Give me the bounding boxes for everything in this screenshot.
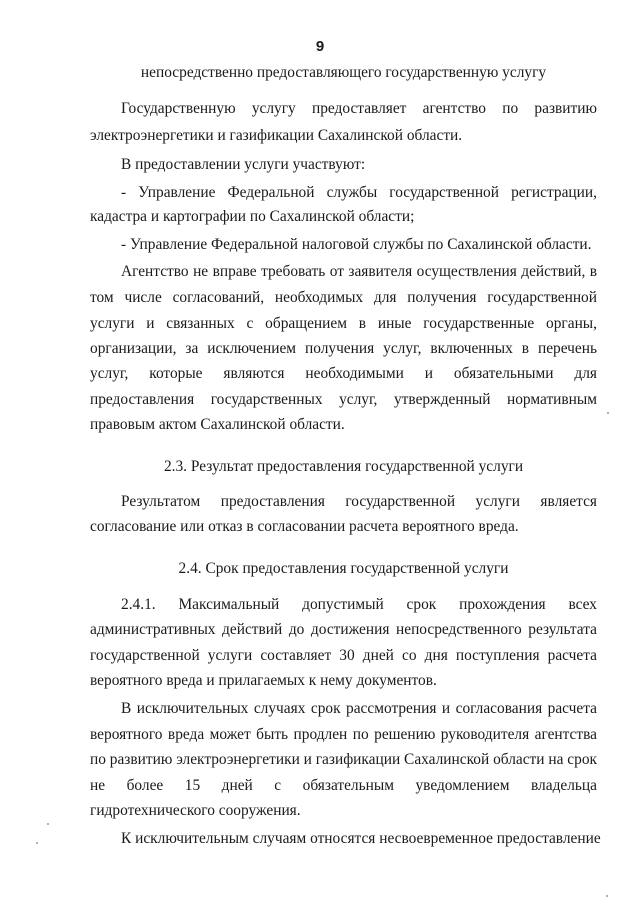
text-line: правовым актом Сахалинской области. — [90, 416, 345, 433]
text-line: К исключительным случаям относятся несвоевременное предоставление — [121, 830, 601, 847]
text-line: том числе согласований, необходимых для получения государственной — [90, 289, 597, 306]
text-line: Агентство не вправе требовать от заявителя осуществления действий, в — [121, 263, 597, 280]
text-line: Результатом предоставления государственной услуги является — [121, 493, 597, 510]
text-line: государственной услуги составляет 30 дней со дня поступления расчета — [90, 647, 597, 664]
text-line: непосредственно предоставляющего государственную услугу — [140, 64, 547, 81]
text-line: - Управление Федеральной налоговой службы по Сахалинской области. — [121, 236, 592, 253]
text-line: административных действий до достижения непосредственного результата — [90, 621, 597, 638]
text-line: кадастра и картографии по Сахалинской области; — [90, 208, 415, 225]
page-number: 9 — [315, 38, 325, 55]
text-line: гидротехнического сооружения. — [90, 802, 301, 819]
text-line: В исключительных случаях срок рассмотрения и согласования расчета — [121, 700, 597, 717]
text-line: не более 15 дней с обязательным уведомлением владельца — [90, 777, 597, 794]
text-line: предоставления государственных услуг, утвержденный нормативным — [90, 391, 597, 408]
text-line: вероятного вреда и прилагаемых к нему документов. — [90, 672, 437, 689]
section-heading-2-4: 2.4. Срок предоставления государственной услуги — [178, 560, 509, 577]
scan-speck — [606, 895, 608, 897]
text-line: электроэнергетики и газификации Сахалинской области. — [90, 127, 463, 144]
text-line: организации, за исключением получения услуг, включенных в перечень — [90, 340, 597, 357]
text-line: услуги и связанных с обращением в иные государственные органы, — [90, 315, 597, 332]
text-line: 2.4.1. Максимальный допустимый срок прохождения всех — [121, 596, 597, 613]
text-line: по развитию электроэнергетики и газификации Сахалинской области на срок — [90, 751, 597, 768]
section-heading-2-3: 2.3. Результат предоставления государственной услуги — [163, 458, 524, 475]
text-line: - Управление Федеральной службы государственной регистрации, — [121, 184, 597, 201]
text-line: услуг, которые являются необходимыми и обязательными для — [90, 365, 597, 382]
scan-speck — [47, 823, 49, 825]
scan-speck — [36, 842, 38, 844]
scan-speck — [607, 412, 609, 414]
text-line: В предоставлении услуги участвуют: — [121, 156, 366, 173]
text-line: вероятного вреда может быть продлен по решению руководителя агентства — [90, 726, 597, 743]
text-line: согласование или отказ в согласовании расчета вероятного вреда. — [90, 518, 519, 535]
text-line: Государственную услугу предоставляет агентство по развитию — [121, 100, 597, 117]
